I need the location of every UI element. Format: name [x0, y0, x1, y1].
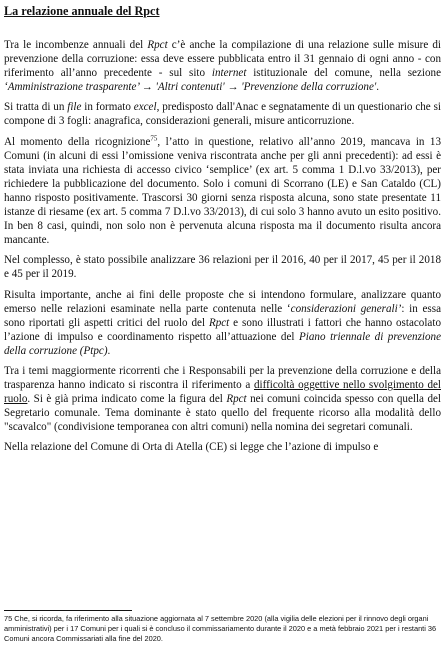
paragraph-orta-di-atella: Nella relazione del Comune di Orta di Atella (CE) si legge che l’azione di impulso e	[4, 441, 379, 454]
paragraph-annual-report	[4, 38, 441, 94]
body-text	[4, 38, 441, 455]
text-run-italic: Rpct	[147, 39, 168, 51]
text-run: nei comuni coincida spesso con quella del Segretario comunale. Tema dominante è stato quello del frequente ricorso alla modalità dello "scavalco" (condivisione temporanea con altri comuni) nella nomina dei segretari comunali.	[4, 393, 441, 434]
text-run: Tra le incombenze annuali del	[4, 39, 148, 51]
text-run: Si tratta di un	[4, 101, 68, 114]
footnote-divider	[4, 610, 132, 611]
text-run: .	[376, 81, 380, 94]
text-run: e sono illustrati i fattori che hanno ostacolato l’azione di impulso e coordinamento rispetto all’attuazione del	[4, 316, 441, 343]
paragraph-recurring-themes	[4, 364, 441, 434]
text-run-italic: file	[67, 101, 82, 114]
footnote-ref: 75	[150, 133, 158, 142]
text-run-italic: Rpct	[226, 393, 247, 406]
text-run: c’è anche la compilazione di una relazione sulle misure di prevenzione della corruzione: essa deve essere pubblicata entro il 31 gennaio di ogni anno - con riferimento all’anno precedente - sul sito	[4, 39, 441, 80]
text-run-italic: Piano triennale di prevenzione della corruzione (Ptpc)	[4, 330, 441, 357]
text-run: Tra i temi maggiormente ricorrenti che i Responsabili per la prevenzione della corruzione e della trasparenza hanno indicato si riscontra il riferimento a	[4, 364, 441, 392]
section-heading: La relazione annuale del Rpct	[4, 4, 160, 18]
text-run: in formato	[81, 101, 134, 114]
text-run-italic: excel	[133, 101, 157, 114]
text-run-italic: considerazioni generali’	[290, 302, 402, 315]
paragraph-totals: Nel complesso, è stato possibile analizzare 36 relazioni per il 2016, 40 per il 2017, 45 per il 2018 e 45 per il 2019.	[4, 254, 441, 281]
text-run: : in essa sono riportati gli aspetti critici del ruolo del	[4, 302, 441, 329]
text-run: istituzionale del comune, nella sezione	[246, 67, 441, 80]
paragraph-general-considerations	[4, 288, 441, 358]
text-run: . Si è già prima indicato come la figura del	[27, 393, 227, 406]
text-run: , l’atto in questione, relativo all’anno 2019, mancava in 13 Comuni (in alcuni di essi l’omissione veniva riscontrata anche per gli anni precedenti): ad essi è stata inviata una richiesta di accesso civico ‘semplice’ (ex art. 5 comma 1 D.l.vo 33/2013), per richiedere la pubblicazione del documento. Solo i comuni di Scorrano (LE) e San Cataldo (CL) hanno risposto positivamente. Trascorsi 30 giorni senza risposta alcuna, sono state presentate 11 istanze di riesame (ex art. 5 comma 7 D.l.vo 33/2013), di cui solo 3 hanno avuto un esito positivo. In ben 8 casi, quindi, non solo non è pervenuta alcuna risposta ma il documento risulta ancora mancante.	[4, 135, 442, 247]
text-run: Risulta importante, anche ai fini delle proposte che si intendono formulare, analizzare quanto emerso nelle relazioni esaminate nella parte contenuta nelle ‘	[4, 288, 441, 315]
text-run-underlined: difficoltà oggettive nello svolgimento del ruolo	[4, 379, 441, 406]
text-run: Al momento della ricognizione	[4, 135, 151, 148]
paragraph-recognition	[4, 135, 441, 248]
paragraph-file-format	[4, 100, 441, 128]
text-run: , predisposto dall'Anac e segnatamente di un questionario che si compone di 3 fogli: anagrafica, considerazioni generali, misure anticorruzione.	[4, 101, 441, 128]
text-run: .	[107, 344, 111, 357]
section-path-italic: ‘Amministrazione trasparente’ → 'Altri contenuti' → 'Prevenzione della corruzione'	[4, 81, 377, 94]
text-run-italic: internet	[211, 67, 247, 80]
footnote: 75 Che, si ricorda, fa riferimento alla situazione aggiornata al 7 settembre 2020 (alla vigilia delle elezioni per il rinnovo degli organi amministrativi) per i 17 Comuni per i quali si è concluso il commissariamento durante il 2020 e a metà febbraio 2021 per i restanti 36 Comuni ancora Commissariati alla fine del 2020.	[4, 614, 437, 644]
text-run-italic: Rpct	[208, 316, 230, 329]
